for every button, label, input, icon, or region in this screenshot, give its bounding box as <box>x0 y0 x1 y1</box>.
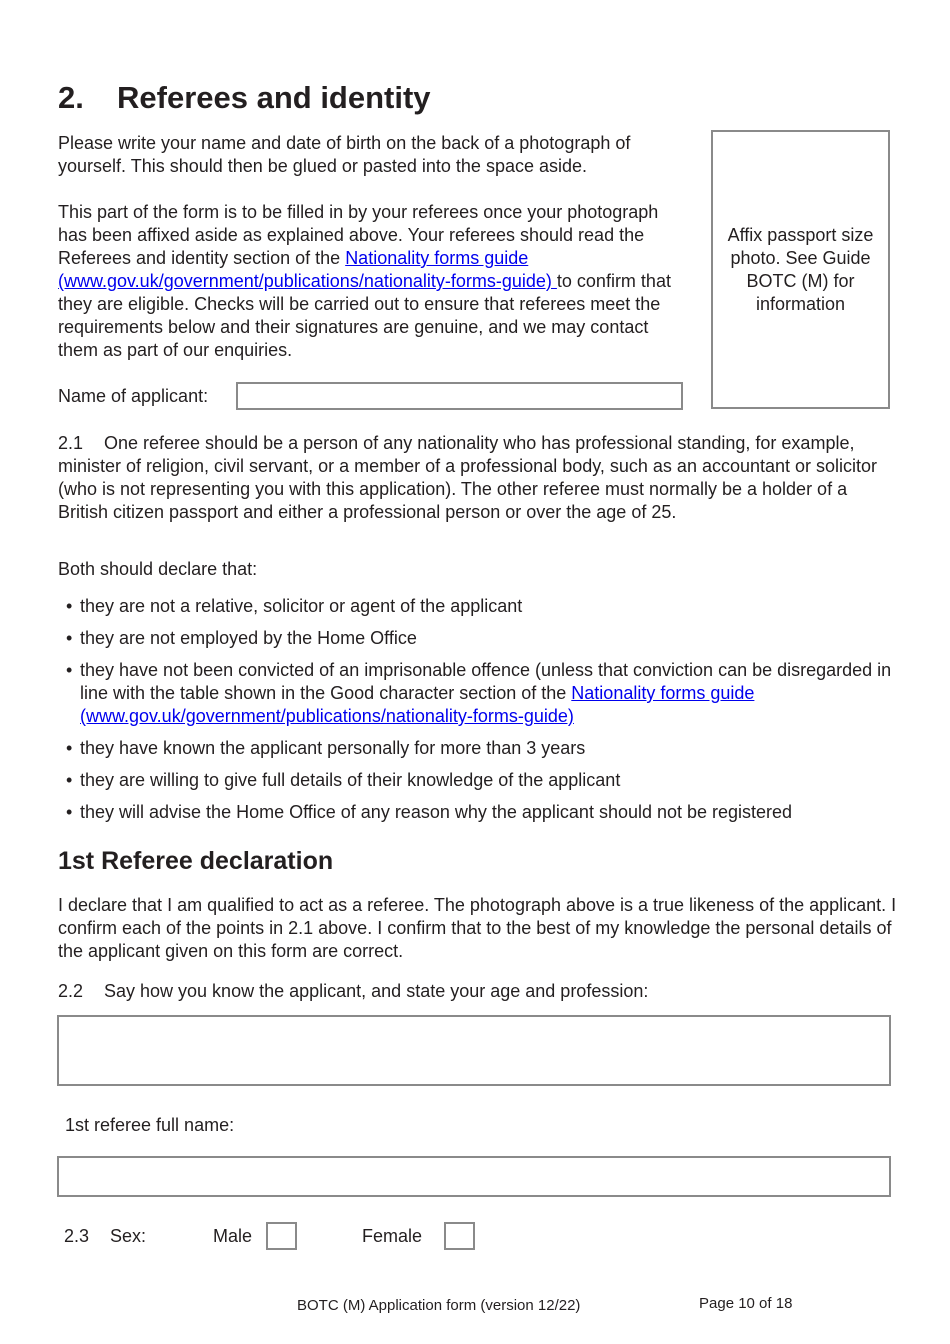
footer-form-name: BOTC (M) Application form (version 12/22) <box>297 1297 581 1314</box>
female-checkbox[interactable] <box>444 1222 475 1250</box>
how-you-know-applicant-input[interactable] <box>57 1015 891 1086</box>
section-number: 2. <box>58 80 84 115</box>
bullet-icon: • <box>66 628 73 648</box>
intro-paragraph-2 <box>58 201 688 362</box>
list-item <box>58 801 898 824</box>
section-title: Referees and identity <box>117 80 431 115</box>
list-item <box>58 659 898 728</box>
list-item-text: they are not employed by the Home Office <box>80 628 417 648</box>
bullet-icon: • <box>66 660 73 680</box>
question-2-3-number: 2.3 <box>64 1226 90 1246</box>
male-label: Male <box>213 1226 253 1246</box>
nationality-forms-guide-link[interactable]: Nationality forms guide (www.gov.uk/government/publications/nationality-forms-guide) <box>80 683 755 726</box>
list-item-text: they are willing to give full details of their knowledge of the applicant <box>80 770 621 790</box>
referee-declaration-text: I declare that I am qualified to act as a referee. The photograph above is a true likeness of the applicant. I confirm each of the points in 2.1 above. I confirm that to the best of my knowledge the personal details of the applicant given on this form are correct. <box>58 895 897 961</box>
footer-page-number: Page 10 of 18 <box>699 1295 793 1312</box>
list-item <box>58 595 898 618</box>
photo-box-instructions: Affix passport size photo. See Guide BOTC (M) for information <box>727 224 874 314</box>
question-2-2-text: Say how you know the applicant, and state your age and profession: <box>104 981 649 1001</box>
question-2-1-text: One referee should be a person of any nationality who has professional standing, for example, minister of religion, civil servant, or a member of a professional body, such as an accountant or solicitor (who is not representing you with this application). The other referee must normally be a holder of a British citizen passport and either a professional person or over the age of 25. <box>58 433 878 522</box>
question-2-2-number: 2.2 <box>58 981 84 1001</box>
nationality-forms-guide-link[interactable]: Nationality forms guide (www.gov.uk/government/publications/nationality-forms-guide) <box>58 248 557 291</box>
list-item <box>58 627 898 650</box>
sex-label: Sex: <box>110 1226 147 1246</box>
section-heading <box>58 78 431 118</box>
referee-full-name-input[interactable] <box>57 1156 891 1197</box>
intro-text-after-link: to confirm that they are eligible. Checks will be carried out to ensure that referees meet the requirements below and their signatures are genuine, and we may contact them as part of our enquiries. <box>58 271 671 360</box>
question-2-2 <box>58 980 648 1003</box>
applicant-name-label: Name of applicant: <box>58 386 209 406</box>
list-item <box>58 769 898 792</box>
list-item-text: they will advise the Home Office of any reason why the applicant should not be registered <box>80 802 793 822</box>
list-item-text: they have not been convicted of an imprisonable offence (unless that conviction can be disregarded in line with the table shown in the Good character section of the <box>80 660 892 703</box>
question-2-1 <box>58 432 890 524</box>
bullet-icon: • <box>66 802 73 822</box>
bullet-icon: • <box>66 770 73 790</box>
list-item-text: they are not a relative, solicitor or agent of the applicant <box>80 596 523 616</box>
intro-text-before-link: This part of the form is to be filled in by your referees once your photograph has been affixed aside as explained above. Your referees should read the Referees and identity section of the <box>58 202 659 268</box>
male-checkbox[interactable] <box>266 1222 297 1250</box>
referee-requirements-list <box>58 595 898 833</box>
bullet-icon: • <box>66 596 73 616</box>
declare-intro: Both should declare that: <box>58 559 258 579</box>
passport-photo-box <box>711 130 890 409</box>
list-item <box>58 737 898 760</box>
list-item-text: they have known the applicant personally for more than 3 years <box>80 738 586 758</box>
bullet-icon: • <box>66 738 73 758</box>
question-2-1-number: 2.1 <box>58 433 84 453</box>
referee-full-name-label: 1st referee full name: <box>65 1115 235 1135</box>
female-label: Female <box>362 1226 423 1246</box>
applicant-name-input[interactable] <box>236 382 683 410</box>
referee-declaration-heading: 1st Referee declaration <box>58 847 334 875</box>
intro-paragraph-1: Please write your name and date of birth on the back of a photograph of yourself. This should then be glued or pasted into the space aside. <box>58 133 631 176</box>
